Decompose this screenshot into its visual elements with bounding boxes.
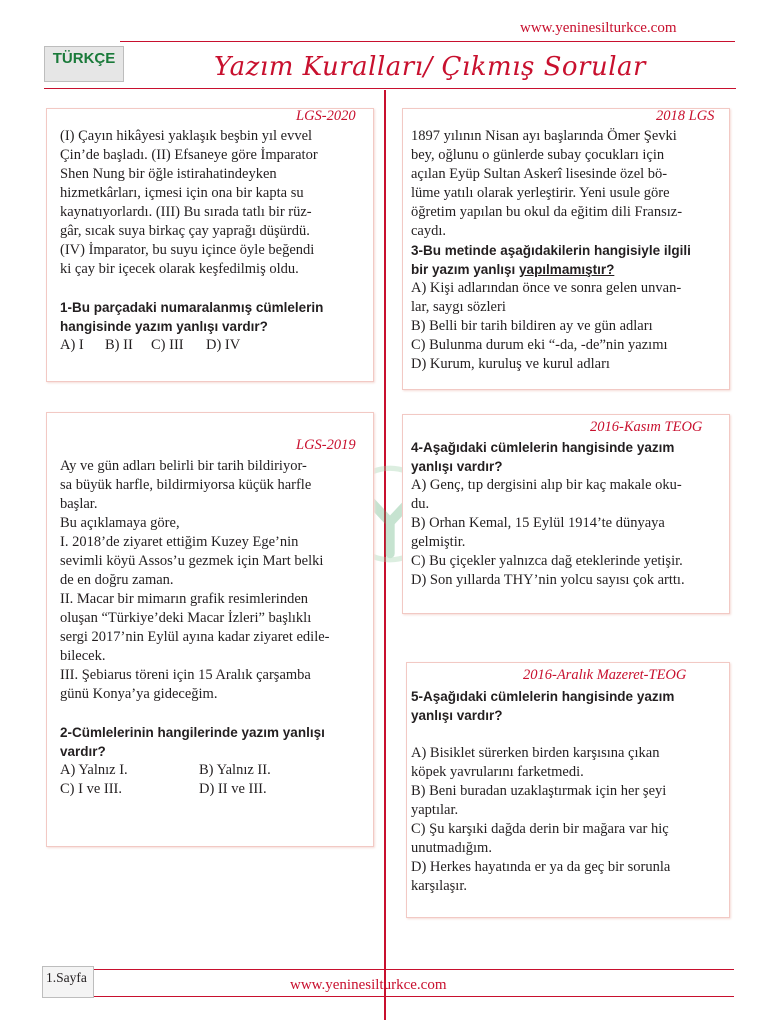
q4-question: 4-Aşağıdaki cümlelerin hangisinde yazım bbox=[411, 440, 675, 455]
header-website-link[interactable]: www.yeninesilturkce.com bbox=[520, 20, 677, 36]
q5-source-tag: 2016-Aralık Mazeret-TEOG bbox=[523, 667, 687, 683]
q1-option-b[interactable]: B) II bbox=[105, 337, 133, 353]
q3-passage bbox=[411, 127, 726, 374]
q5-option-c-cont[interactable]: unutmadığım. bbox=[411, 840, 492, 856]
q2-option-a[interactable]: A) Yalnız I. bbox=[60, 762, 128, 778]
q2-line: başlar. bbox=[60, 496, 98, 512]
q4-option-a[interactable]: A) Genç, tıp dergisini alıp bir kaç makale oku- bbox=[411, 477, 682, 493]
q2-line: Ay ve gün adları belirli bir tarih bildiriyor- bbox=[60, 458, 307, 474]
q2-option-b[interactable]: B) Yalnız II. bbox=[199, 762, 271, 778]
footer-top-rule bbox=[94, 969, 734, 970]
q4-option-d[interactable]: D) Son yıllarda THY’nin yolcu sayısı çok arttı. bbox=[411, 572, 685, 588]
q3-option-b[interactable]: B) Belli bir tarih bildiren ay ve gün adları bbox=[411, 318, 653, 334]
q1-passage bbox=[60, 127, 370, 355]
page-number: 1.Sayfa bbox=[46, 970, 87, 985]
q3-line: caydı. bbox=[411, 223, 447, 239]
q3-question bbox=[411, 260, 726, 279]
q1-option-a[interactable]: A) I bbox=[60, 337, 84, 353]
q2-source-tag: LGS-2019 bbox=[296, 437, 356, 453]
q2-line: I. 2018’de ziyaret ettiğim Kuzey Ege’nin bbox=[60, 534, 299, 550]
q3-source-tag: 2018 LGS bbox=[656, 108, 715, 124]
header-bottom-rule bbox=[44, 88, 736, 89]
q3-question-part: bir yazım yanlışı bbox=[411, 262, 520, 277]
q3-option-a[interactable]: A) Kişi adlarından önce ve sonra gelen unvan- bbox=[411, 280, 682, 296]
q4-option-b-cont[interactable]: gelmiştir. bbox=[411, 534, 466, 550]
q2-question: vardır? bbox=[60, 744, 106, 759]
q2-line: sevimli köyü Assos’u gezmek için Mart belki bbox=[60, 553, 324, 569]
q2-line: sergi 2017’nin Eylül ayına kadar ziyaret edile- bbox=[60, 629, 330, 645]
q4-option-a-cont[interactable]: du. bbox=[411, 496, 430, 512]
q5-option-d-cont[interactable]: karşılaşır. bbox=[411, 878, 467, 894]
q2-option-d[interactable]: D) II ve III. bbox=[199, 781, 267, 797]
q5-question: yanlışı vardır? bbox=[411, 708, 503, 723]
q2-line: II. Macar bir mimarın grafik resimlerinden bbox=[60, 591, 309, 607]
q2-line: de en doğru zaman. bbox=[60, 572, 174, 588]
q1-line: kaynatıyorlardı. (III) Bu sırada tatlı bir rüz- bbox=[60, 204, 312, 220]
q1-question: hangisinde yazım yanlışı vardır? bbox=[60, 319, 268, 334]
q3-line: açılan Eyüp Sultan Askerî lisesinde özel bö- bbox=[411, 166, 668, 182]
q5-question: 5-Aşağıdaki cümlelerin hangisinde yazım bbox=[411, 689, 675, 704]
q3-option-d[interactable]: D) Kurum, kuruluş ve kurul adları bbox=[411, 356, 610, 372]
q3-question: 3-Bu metinde aşağıdakilerin hangisiyle ilgili bbox=[411, 243, 691, 258]
page-title: Yazım Kuralları/ Çıkmış Sorular bbox=[214, 52, 646, 82]
q4-option-b[interactable]: B) Orhan Kemal, 15 Eylül 1914’te dünyaya bbox=[411, 515, 665, 531]
q1-options bbox=[60, 336, 370, 355]
q4-option-c[interactable]: C) Bu çiçekler yalnızca dağ eteklerinde yetişir. bbox=[411, 553, 683, 569]
q4-question: yanlışı vardır? bbox=[411, 459, 503, 474]
q1-source-tag: LGS-2020 bbox=[296, 108, 356, 124]
q2-options-row-1 bbox=[60, 761, 370, 780]
q3-question-underlined: yapılmamıştır? bbox=[519, 262, 615, 277]
subject-label: TÜRKÇE bbox=[52, 50, 116, 67]
q1-option-c[interactable]: C) III bbox=[151, 337, 184, 353]
q1-line: gâr, sıcak suya birkaç çay yaprağı düşürdü. bbox=[60, 223, 310, 239]
q2-line: günü Konya’ya gideceğim. bbox=[60, 686, 218, 702]
q1-line: ki çay bir içecek olarak keşfedilmiş oldu. bbox=[60, 261, 299, 277]
q4-passage bbox=[411, 438, 726, 590]
footer-bottom-rule bbox=[94, 996, 734, 997]
q5-option-b-cont[interactable]: yaptılar. bbox=[411, 802, 459, 818]
q1-line: (I) Çayın hikâyesi yaklaşık beşbin yıl evvel bbox=[60, 128, 313, 144]
subject-badge bbox=[44, 46, 124, 82]
q1-line: Shen Nung bir öğle istirahatindeyken bbox=[60, 166, 277, 182]
q3-line: lüme yatılı olarak yerleştirir. Yeni usule göre bbox=[411, 185, 670, 201]
q3-option-a-cont[interactable]: lar, saygı sözleri bbox=[411, 299, 506, 315]
q1-line: (IV) İmparator, bu suyu içince öyle beğendi bbox=[60, 242, 315, 258]
q2-line: III. Şebiarus töreni için 15 Aralık çarşamba bbox=[60, 667, 311, 683]
q2-line: Bu açıklamaya göre, bbox=[60, 515, 180, 531]
q2-passage bbox=[60, 457, 370, 799]
q3-line: öğretim yapılan bu okul da eğitim dili Fransız- bbox=[411, 204, 683, 220]
q5-option-c[interactable]: C) Şu karşıki dağda derin bir mağara var hiç bbox=[411, 821, 669, 837]
q5-option-d[interactable]: D) Herkes hayatında er ya da geç bir sorunla bbox=[411, 859, 671, 875]
q2-options-row-2 bbox=[60, 780, 370, 799]
page-number-badge bbox=[42, 966, 94, 998]
q2-line: sa büyük harfle, bildirmiyorsa küçük harfle bbox=[60, 477, 312, 493]
q1-question: 1-Bu parçadaki numaralanmış cümlelerin bbox=[60, 300, 324, 315]
q2-line: oluşan “Türkiye’deki Macar İzleri” başlıklı bbox=[60, 610, 312, 626]
q1-option-d[interactable]: D) IV bbox=[206, 337, 241, 353]
q5-option-a-cont[interactable]: köpek yavrularını farketmedi. bbox=[411, 764, 584, 780]
q2-line: bilecek. bbox=[60, 648, 106, 664]
q5-option-a[interactable]: A) Bisiklet sürerken birden karşısına çıkan bbox=[411, 745, 660, 761]
q3-option-c[interactable]: C) Bulunma durum eki “-da, -de”nin yazımı bbox=[411, 337, 668, 353]
q1-line: hizmetkârları, içmesi için ona bir kapta su bbox=[60, 185, 304, 201]
footer-website-link[interactable]: www.yeninesilturkce.com bbox=[290, 977, 447, 993]
q4-source-tag: 2016-Kasım TEOG bbox=[590, 419, 703, 435]
q5-option-b[interactable]: B) Beni buradan uzaklaştırmak için her şeyi bbox=[411, 783, 667, 799]
header-top-rule bbox=[120, 41, 735, 42]
q2-question: 2-Cümlelerinin hangilerinde yazım yanlışı bbox=[60, 725, 325, 740]
q2-option-c[interactable]: C) I ve III. bbox=[60, 781, 123, 797]
q3-line: bey, oğlunu o günlerde subay çocukları için bbox=[411, 147, 665, 163]
q5-passage bbox=[411, 687, 726, 896]
q3-line: 1897 yılının Nisan ayı başlarında Ömer Şevki bbox=[411, 128, 677, 144]
q1-line: Çin’de başladı. (II) Efsaneye göre İmparator bbox=[60, 147, 318, 163]
